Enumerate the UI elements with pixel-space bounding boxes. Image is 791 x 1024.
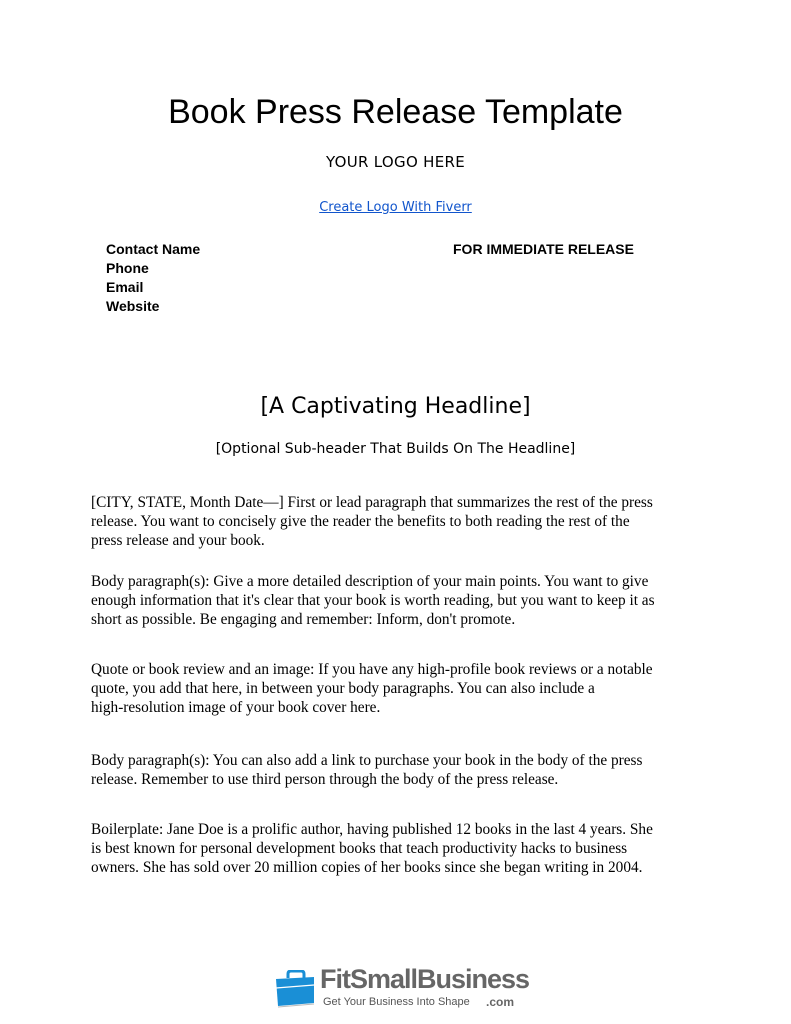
line: is best known for personal development books that teach productivity hacks to business (91, 839, 628, 857)
contact-website: Website (106, 298, 160, 314)
brand-suffix: .com (486, 995, 515, 1009)
subheader: [Optional Sub-header That Builds On The Headline] (215, 441, 576, 457)
line: Quote or book review and an image: If you have any high-profile book reviews or a notable (91, 661, 653, 678)
briefcase-icon (274, 970, 316, 1008)
body-paragraph (91, 573, 655, 629)
contact-phone: Phone (106, 260, 149, 276)
line: enough information that it's clear that your book is worth reading, but you want to keep it as (91, 591, 655, 609)
contact-email: Email (106, 279, 144, 295)
logo-placeholder: YOUR LOGO HERE (325, 153, 465, 171)
create-logo-link[interactable]: Create Logo With Fiverr (319, 200, 472, 215)
line: Boilerplate: Jane Doe is a prolific author, having published 12 books in the last 4 years. She (91, 821, 653, 838)
fitsmallbusiness-logo (274, 964, 530, 1014)
logo-link-row (0, 198, 791, 216)
brand-name: FitSmallBusiness (320, 964, 530, 994)
headline: [A Captivating Headline] (260, 394, 531, 419)
release-label: FOR IMMEDIATE RELEASE (453, 241, 634, 257)
lead-paragraph (91, 494, 653, 550)
body-paragraph-2 (91, 752, 642, 790)
contact-name: Contact Name (106, 241, 201, 257)
line: high-resolution image of your book cover here. (91, 698, 381, 716)
quote-paragraph (91, 661, 653, 717)
line: owners. She has sold over 20 million copies of her books since she began writing in 2004. (91, 858, 643, 876)
line: Body paragraph(s): You can also add a link to purchase your book in the body of the press (91, 752, 643, 769)
page-title: Book Press Release Template (168, 93, 623, 131)
brand-tagline: Get Your Business Into Shape (323, 996, 470, 1008)
line: [CITY, STATE, Month Date—] First or lead paragraph that summarizes the rest of the press (91, 494, 653, 511)
line: release. Remember to use third person through the body of the press release. (91, 770, 559, 788)
line: press release and your book. (91, 531, 265, 549)
boilerplate-paragraph (91, 821, 653, 877)
line: quote, you add that here, in between your body paragraphs. You can also include a (91, 679, 595, 697)
line: short as possible. Be engaging and remember: Inform, don't promote. (91, 610, 516, 628)
line: release. You want to concisely give the reader the benefits to both reading the rest of the (91, 512, 630, 530)
line: Body paragraph(s): Give a more detailed description of your main points. You want to give (91, 573, 649, 590)
